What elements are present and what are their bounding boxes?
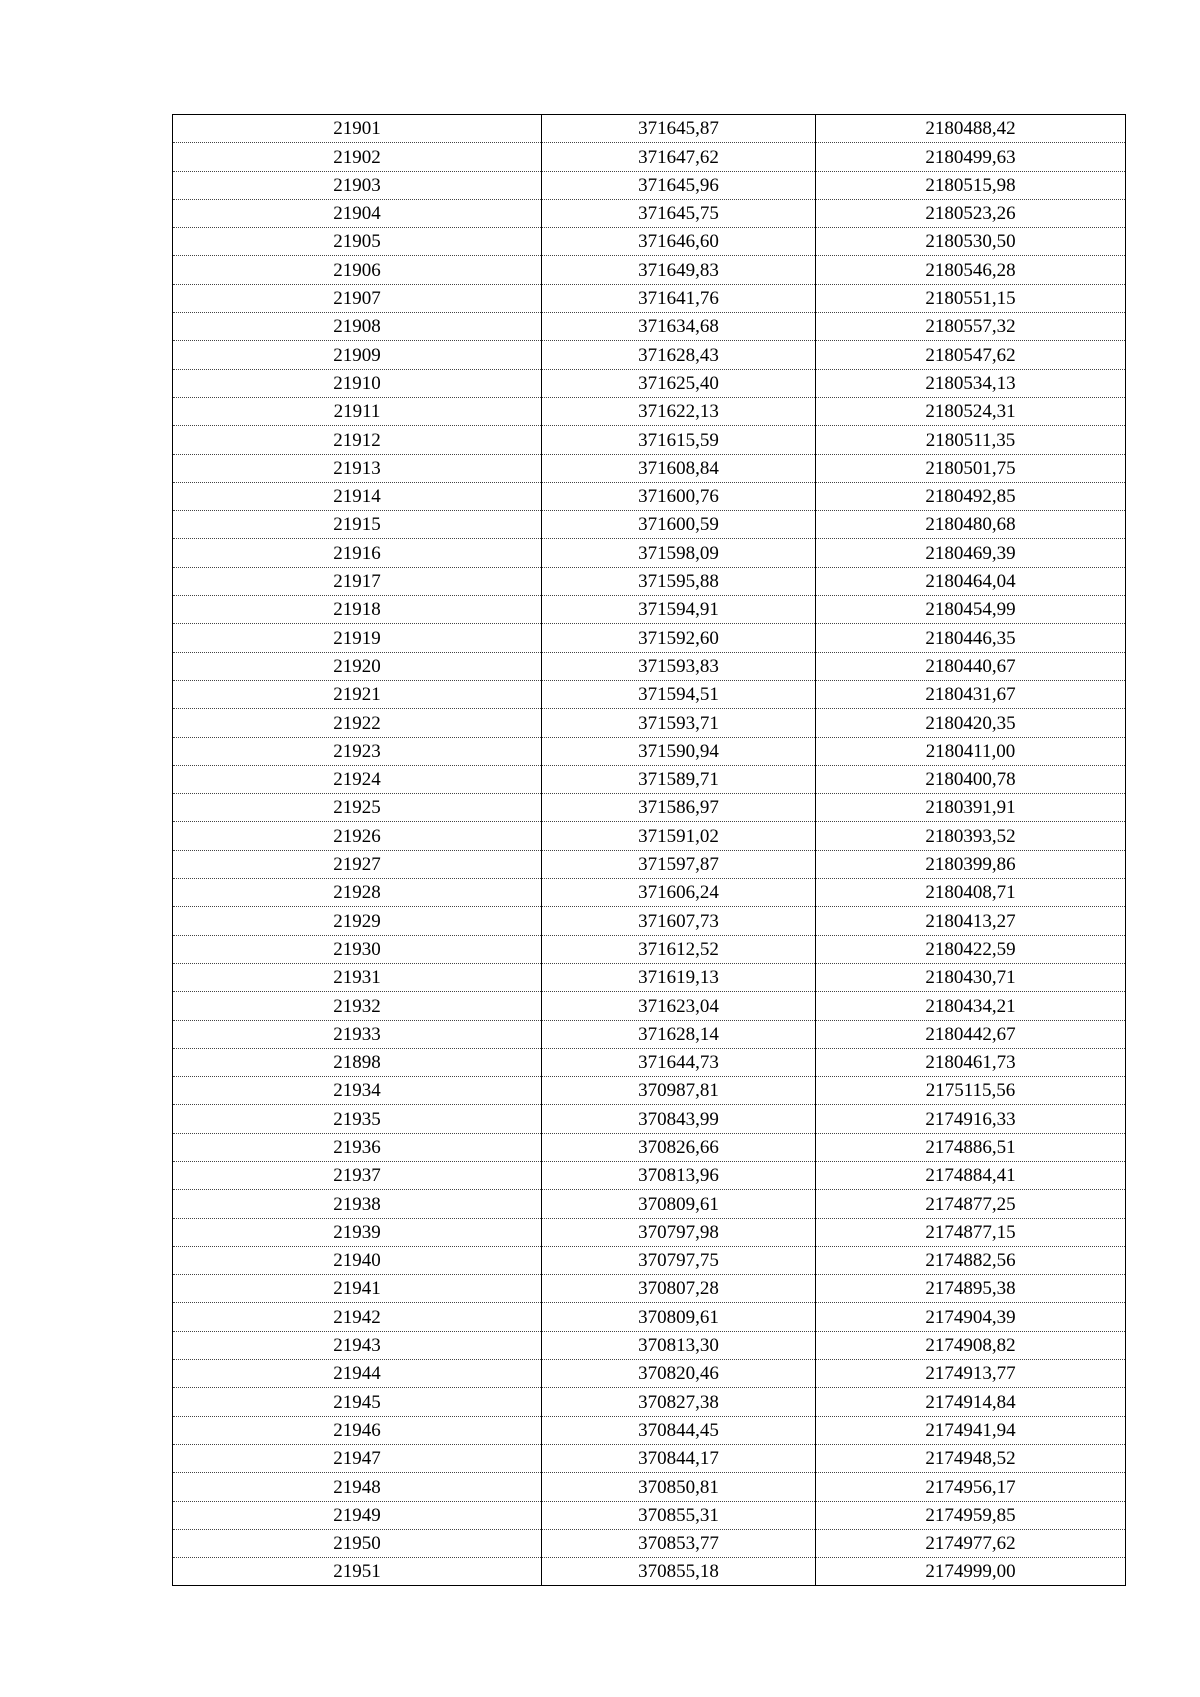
table-row bbox=[173, 199, 1126, 227]
x-coordinate-cell: 370853,77 bbox=[542, 1529, 816, 1557]
table-row bbox=[173, 1048, 1126, 1076]
y-coordinate-cell: 2174948,52 bbox=[816, 1444, 1126, 1472]
y-coordinate-cell: 2180546,28 bbox=[816, 256, 1126, 284]
y-coordinate-cell: 2180492,85 bbox=[816, 482, 1126, 510]
x-coordinate-cell: 370809,61 bbox=[542, 1303, 816, 1331]
x-coordinate-cell: 371589,71 bbox=[542, 765, 816, 793]
x-coordinate-cell: 371644,73 bbox=[542, 1048, 816, 1076]
point-number-cell: 21934 bbox=[173, 1077, 542, 1105]
x-coordinate-cell: 371591,02 bbox=[542, 822, 816, 850]
x-coordinate-cell: 371594,51 bbox=[542, 680, 816, 708]
x-coordinate-cell: 371615,59 bbox=[542, 426, 816, 454]
y-coordinate-cell: 2174916,33 bbox=[816, 1105, 1126, 1133]
point-number-cell: 21950 bbox=[173, 1529, 542, 1557]
y-coordinate-cell: 2180422,59 bbox=[816, 935, 1126, 963]
point-number-cell: 21930 bbox=[173, 935, 542, 963]
table-row bbox=[173, 1303, 1126, 1331]
y-coordinate-cell: 2180499,63 bbox=[816, 143, 1126, 171]
y-coordinate-cell: 2180511,35 bbox=[816, 426, 1126, 454]
point-number-cell: 21941 bbox=[173, 1275, 542, 1303]
x-coordinate-cell: 371619,13 bbox=[542, 963, 816, 991]
point-number-cell: 21920 bbox=[173, 652, 542, 680]
y-coordinate-cell: 2180469,39 bbox=[816, 539, 1126, 567]
y-coordinate-cell: 2180420,35 bbox=[816, 709, 1126, 737]
table-row bbox=[173, 1558, 1126, 1586]
x-coordinate-cell: 371597,87 bbox=[542, 850, 816, 878]
table-row bbox=[173, 115, 1126, 143]
x-coordinate-cell: 371594,91 bbox=[542, 596, 816, 624]
table-row bbox=[173, 1473, 1126, 1501]
x-coordinate-cell: 371622,13 bbox=[542, 397, 816, 425]
table-row bbox=[173, 963, 1126, 991]
table-row bbox=[173, 426, 1126, 454]
table-row bbox=[173, 1416, 1126, 1444]
y-coordinate-cell: 2180446,35 bbox=[816, 624, 1126, 652]
x-coordinate-cell: 371628,43 bbox=[542, 341, 816, 369]
table-row bbox=[173, 1161, 1126, 1189]
y-coordinate-cell: 2180488,42 bbox=[816, 115, 1126, 143]
point-number-cell: 21913 bbox=[173, 454, 542, 482]
x-coordinate-cell: 371606,24 bbox=[542, 879, 816, 907]
x-coordinate-cell: 370813,96 bbox=[542, 1161, 816, 1189]
x-coordinate-cell: 370826,66 bbox=[542, 1133, 816, 1161]
table-row bbox=[173, 1190, 1126, 1218]
x-coordinate-cell: 370797,98 bbox=[542, 1218, 816, 1246]
y-coordinate-cell: 2174895,38 bbox=[816, 1275, 1126, 1303]
table-row bbox=[173, 143, 1126, 171]
point-number-cell: 21946 bbox=[173, 1416, 542, 1444]
point-number-cell: 21902 bbox=[173, 143, 542, 171]
x-coordinate-cell: 371641,76 bbox=[542, 284, 816, 312]
y-coordinate-cell: 2180454,99 bbox=[816, 596, 1126, 624]
y-coordinate-cell: 2174904,39 bbox=[816, 1303, 1126, 1331]
y-coordinate-cell: 2174999,00 bbox=[816, 1558, 1126, 1586]
x-coordinate-cell: 370820,46 bbox=[542, 1360, 816, 1388]
table-row bbox=[173, 482, 1126, 510]
point-number-cell: 21923 bbox=[173, 737, 542, 765]
point-number-cell: 21915 bbox=[173, 511, 542, 539]
y-coordinate-cell: 2174877,15 bbox=[816, 1218, 1126, 1246]
y-coordinate-cell: 2174914,84 bbox=[816, 1388, 1126, 1416]
x-coordinate-cell: 370827,38 bbox=[542, 1388, 816, 1416]
x-coordinate-cell: 370797,75 bbox=[542, 1246, 816, 1274]
table-row bbox=[173, 1360, 1126, 1388]
point-number-cell: 21908 bbox=[173, 313, 542, 341]
table-row bbox=[173, 313, 1126, 341]
point-number-cell: 21944 bbox=[173, 1360, 542, 1388]
point-number-cell: 21924 bbox=[173, 765, 542, 793]
table-row bbox=[173, 737, 1126, 765]
table-row bbox=[173, 171, 1126, 199]
table-row bbox=[173, 624, 1126, 652]
x-coordinate-cell: 371600,59 bbox=[542, 511, 816, 539]
x-coordinate-cell: 371625,40 bbox=[542, 369, 816, 397]
y-coordinate-cell: 2180557,32 bbox=[816, 313, 1126, 341]
table-row bbox=[173, 1133, 1126, 1161]
x-coordinate-cell: 371593,83 bbox=[542, 652, 816, 680]
y-coordinate-cell: 2174959,85 bbox=[816, 1501, 1126, 1529]
x-coordinate-cell: 370844,45 bbox=[542, 1416, 816, 1444]
y-coordinate-cell: 2174908,82 bbox=[816, 1331, 1126, 1359]
y-coordinate-cell: 2180523,26 bbox=[816, 199, 1126, 227]
table-row bbox=[173, 511, 1126, 539]
table-row bbox=[173, 1501, 1126, 1529]
y-coordinate-cell: 2180524,31 bbox=[816, 397, 1126, 425]
y-coordinate-cell: 2180547,62 bbox=[816, 341, 1126, 369]
point-number-cell: 21937 bbox=[173, 1161, 542, 1189]
table-row bbox=[173, 341, 1126, 369]
x-coordinate-cell: 371595,88 bbox=[542, 567, 816, 595]
point-number-cell: 21925 bbox=[173, 794, 542, 822]
point-number-cell: 21929 bbox=[173, 907, 542, 935]
y-coordinate-cell: 2180534,13 bbox=[816, 369, 1126, 397]
x-coordinate-cell: 371592,60 bbox=[542, 624, 816, 652]
y-coordinate-cell: 2180464,04 bbox=[816, 567, 1126, 595]
y-coordinate-cell: 2180391,91 bbox=[816, 794, 1126, 822]
table-row bbox=[173, 1331, 1126, 1359]
table-row bbox=[173, 935, 1126, 963]
point-number-cell: 21903 bbox=[173, 171, 542, 199]
x-coordinate-cell: 371645,96 bbox=[542, 171, 816, 199]
y-coordinate-cell: 2174882,56 bbox=[816, 1246, 1126, 1274]
y-coordinate-cell: 2180431,67 bbox=[816, 680, 1126, 708]
x-coordinate-cell: 370843,99 bbox=[542, 1105, 816, 1133]
x-coordinate-cell: 370987,81 bbox=[542, 1077, 816, 1105]
table-row bbox=[173, 1020, 1126, 1048]
table-row bbox=[173, 369, 1126, 397]
table-row bbox=[173, 1246, 1126, 1274]
y-coordinate-cell: 2175115,56 bbox=[816, 1077, 1126, 1105]
x-coordinate-cell: 371634,68 bbox=[542, 313, 816, 341]
point-number-cell: 21938 bbox=[173, 1190, 542, 1218]
point-number-cell: 21935 bbox=[173, 1105, 542, 1133]
y-coordinate-cell: 2180461,73 bbox=[816, 1048, 1126, 1076]
table-row bbox=[173, 879, 1126, 907]
x-coordinate-cell: 371607,73 bbox=[542, 907, 816, 935]
x-coordinate-cell: 370855,18 bbox=[542, 1558, 816, 1586]
y-coordinate-cell: 2180393,52 bbox=[816, 822, 1126, 850]
x-coordinate-cell: 371646,60 bbox=[542, 228, 816, 256]
point-number-cell: 21922 bbox=[173, 709, 542, 737]
y-coordinate-cell: 2180501,75 bbox=[816, 454, 1126, 482]
x-coordinate-cell: 370809,61 bbox=[542, 1190, 816, 1218]
table-row bbox=[173, 1218, 1126, 1246]
table-row bbox=[173, 256, 1126, 284]
y-coordinate-cell: 2180434,21 bbox=[816, 992, 1126, 1020]
x-coordinate-cell: 370807,28 bbox=[542, 1275, 816, 1303]
point-number-cell: 21909 bbox=[173, 341, 542, 369]
y-coordinate-cell: 2180408,71 bbox=[816, 879, 1126, 907]
point-number-cell: 21918 bbox=[173, 596, 542, 624]
x-coordinate-cell: 371593,71 bbox=[542, 709, 816, 737]
table-row bbox=[173, 284, 1126, 312]
point-number-cell: 21904 bbox=[173, 199, 542, 227]
x-coordinate-cell: 371598,09 bbox=[542, 539, 816, 567]
y-coordinate-cell: 2180440,67 bbox=[816, 652, 1126, 680]
x-coordinate-cell: 371647,62 bbox=[542, 143, 816, 171]
point-number-cell: 21907 bbox=[173, 284, 542, 312]
table-row bbox=[173, 652, 1126, 680]
x-coordinate-cell: 370855,31 bbox=[542, 1501, 816, 1529]
y-coordinate-cell: 2180399,86 bbox=[816, 850, 1126, 878]
point-number-cell: 21905 bbox=[173, 228, 542, 256]
x-coordinate-cell: 371628,14 bbox=[542, 1020, 816, 1048]
table-row bbox=[173, 1529, 1126, 1557]
table-row bbox=[173, 794, 1126, 822]
point-number-cell: 21943 bbox=[173, 1331, 542, 1359]
point-number-cell: 21939 bbox=[173, 1218, 542, 1246]
table-row bbox=[173, 850, 1126, 878]
table-row bbox=[173, 1105, 1126, 1133]
point-number-cell: 21933 bbox=[173, 1020, 542, 1048]
x-coordinate-cell: 370813,30 bbox=[542, 1331, 816, 1359]
coordinates-table-body bbox=[173, 115, 1126, 1586]
y-coordinate-cell: 2180411,00 bbox=[816, 737, 1126, 765]
x-coordinate-cell: 371590,94 bbox=[542, 737, 816, 765]
y-coordinate-cell: 2174886,51 bbox=[816, 1133, 1126, 1161]
table-row bbox=[173, 1077, 1126, 1105]
point-number-cell: 21910 bbox=[173, 369, 542, 397]
table-row bbox=[173, 539, 1126, 567]
table-row bbox=[173, 709, 1126, 737]
point-number-cell: 21936 bbox=[173, 1133, 542, 1161]
x-coordinate-cell: 371623,04 bbox=[542, 992, 816, 1020]
y-coordinate-cell: 2180442,67 bbox=[816, 1020, 1126, 1048]
x-coordinate-cell: 371586,97 bbox=[542, 794, 816, 822]
table-row bbox=[173, 397, 1126, 425]
point-number-cell: 21948 bbox=[173, 1473, 542, 1501]
table-row bbox=[173, 454, 1126, 482]
y-coordinate-cell: 2180430,71 bbox=[816, 963, 1126, 991]
table-row bbox=[173, 1275, 1126, 1303]
x-coordinate-cell: 371645,75 bbox=[542, 199, 816, 227]
point-number-cell: 21914 bbox=[173, 482, 542, 510]
table-row bbox=[173, 680, 1126, 708]
table-row bbox=[173, 1388, 1126, 1416]
point-number-cell: 21932 bbox=[173, 992, 542, 1020]
point-number-cell: 21928 bbox=[173, 879, 542, 907]
point-number-cell: 21901 bbox=[173, 115, 542, 143]
coordinates-table bbox=[172, 114, 1126, 1586]
y-coordinate-cell: 2180530,50 bbox=[816, 228, 1126, 256]
table-row bbox=[173, 596, 1126, 624]
point-number-cell: 21921 bbox=[173, 680, 542, 708]
point-number-cell: 21949 bbox=[173, 1501, 542, 1529]
point-number-cell: 21942 bbox=[173, 1303, 542, 1331]
y-coordinate-cell: 2180480,68 bbox=[816, 511, 1126, 539]
point-number-cell: 21945 bbox=[173, 1388, 542, 1416]
point-number-cell: 21951 bbox=[173, 1558, 542, 1586]
x-coordinate-cell: 371612,52 bbox=[542, 935, 816, 963]
x-coordinate-cell: 370850,81 bbox=[542, 1473, 816, 1501]
y-coordinate-cell: 2174956,17 bbox=[816, 1473, 1126, 1501]
point-number-cell: 21898 bbox=[173, 1048, 542, 1076]
x-coordinate-cell: 371608,84 bbox=[542, 454, 816, 482]
point-number-cell: 21912 bbox=[173, 426, 542, 454]
point-number-cell: 21940 bbox=[173, 1246, 542, 1274]
table-row bbox=[173, 1444, 1126, 1472]
y-coordinate-cell: 2174913,77 bbox=[816, 1360, 1126, 1388]
x-coordinate-cell: 370844,17 bbox=[542, 1444, 816, 1472]
y-coordinate-cell: 2180400,78 bbox=[816, 765, 1126, 793]
y-coordinate-cell: 2174884,41 bbox=[816, 1161, 1126, 1189]
point-number-cell: 21919 bbox=[173, 624, 542, 652]
point-number-cell: 21927 bbox=[173, 850, 542, 878]
table-row bbox=[173, 822, 1126, 850]
y-coordinate-cell: 2180551,15 bbox=[816, 284, 1126, 312]
table-row bbox=[173, 567, 1126, 595]
y-coordinate-cell: 2180413,27 bbox=[816, 907, 1126, 935]
y-coordinate-cell: 2174877,25 bbox=[816, 1190, 1126, 1218]
y-coordinate-cell: 2174977,62 bbox=[816, 1529, 1126, 1557]
x-coordinate-cell: 371649,83 bbox=[542, 256, 816, 284]
table-row bbox=[173, 765, 1126, 793]
table-row bbox=[173, 992, 1126, 1020]
point-number-cell: 21911 bbox=[173, 397, 542, 425]
point-number-cell: 21906 bbox=[173, 256, 542, 284]
y-coordinate-cell: 2174941,94 bbox=[816, 1416, 1126, 1444]
point-number-cell: 21916 bbox=[173, 539, 542, 567]
x-coordinate-cell: 371645,87 bbox=[542, 115, 816, 143]
table-row bbox=[173, 228, 1126, 256]
table-row bbox=[173, 907, 1126, 935]
y-coordinate-cell: 2180515,98 bbox=[816, 171, 1126, 199]
point-number-cell: 21931 bbox=[173, 963, 542, 991]
point-number-cell: 21926 bbox=[173, 822, 542, 850]
point-number-cell: 21917 bbox=[173, 567, 542, 595]
x-coordinate-cell: 371600,76 bbox=[542, 482, 816, 510]
point-number-cell: 21947 bbox=[173, 1444, 542, 1472]
